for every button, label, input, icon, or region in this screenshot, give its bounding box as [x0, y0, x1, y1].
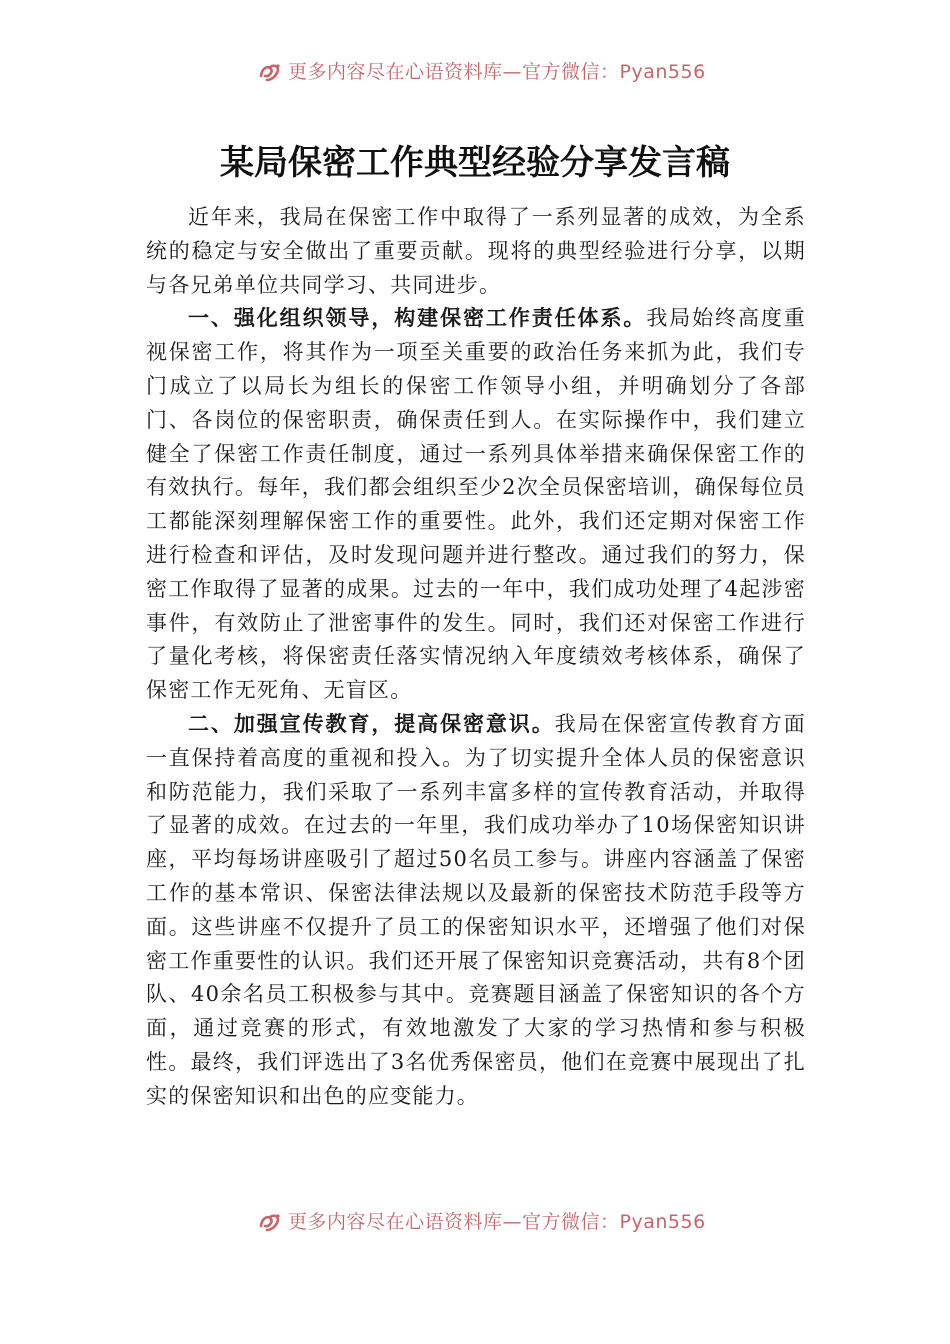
watermark-banner-top — [0, 56, 950, 86]
logo-icon — [258, 62, 282, 82]
section-paragraph — [146, 708, 806, 1114]
watermark-text: 更多内容尽在心语资料库—官方微信：Pyan556 — [288, 61, 706, 83]
section-heading: 二、加强宣传教育，提高保密意识。 — [188, 711, 555, 736]
section-body: 我局在保密宣传教育方面一直保持着高度的重视和投入。为了切实提升全体人员的保密意识和防范能力，我们采取了一系列丰富多样的宣传教育活动，并取得了显著的成效。在过去的一年里，我们成功举办了10场保密知识讲座，平均每场讲座吸引了超过50名员工参与。讲座内容涵盖了保密工作的基本常识、保密法律法规以及最新的保密技术防范手段等方面。这些讲座不仅提升了员工的保密知识水平，还增强了他们对保密工作重要性的认识。我们还开展了保密知识竞赛活动，共有8个团队、40余名员工积极参与其中。竞赛题目涵盖了保密知识的各个方面，通过竞赛的形式，有效地激发了大家的学习热情和参与积极性。最终，我们评选出了3名优秀保密员，他们在竞赛中展现出了扎实的保密知识和出色的应变能力。 — [146, 711, 806, 1108]
document-body — [146, 201, 806, 1114]
section-body: 我局始终高度重视保密工作，将其作为一项至关重要的政治任务来抓为此，我们专门成立了以局长为组长的保密工作领导小组，并明确划分了各部门、各岗位的保密职责，确保责任到人。在实际操作中，我们建立健全了保密工作责任制度，通过一系列具体举措来确保保密工作的有效执行。每年，我们都会组织至少2次全员保密培训，确保每位员工都能深刻理解保密工作的重要性。此外，我们还定期对保密工作进行检查和评估，及时发现问题并进行整改。通过我们的努力，保密工作取得了显著的成果。过去的一年中，我们成功处理了4起涉密事件，有效防止了泄密事件的发生。同时，我们还对保密工作进行了量化考核，将保密责任落实情况纳入年度绩效考核体系，确保了保密工作无死角、无盲区。 — [146, 306, 807, 703]
section-paragraph — [146, 302, 806, 708]
watermark-banner-bottom — [0, 1206, 950, 1236]
document-title: 某局保密工作典型经验分享发言稿 — [220, 143, 730, 183]
intro-paragraph: 近年来，我局在保密工作中取得了一系列显著的成效，为全系统的稳定与安全做出了重要贡献。现将的典型经验进行分享，以期与各兄弟单位共同学习、共同进步。 — [146, 205, 806, 297]
section-heading: 一、强化组织领导，构建保密工作责任体系。 — [188, 306, 647, 331]
logo-icon — [258, 1212, 282, 1232]
watermark-text: 更多内容尽在心语资料库—官方微信：Pyan556 — [288, 1211, 706, 1233]
